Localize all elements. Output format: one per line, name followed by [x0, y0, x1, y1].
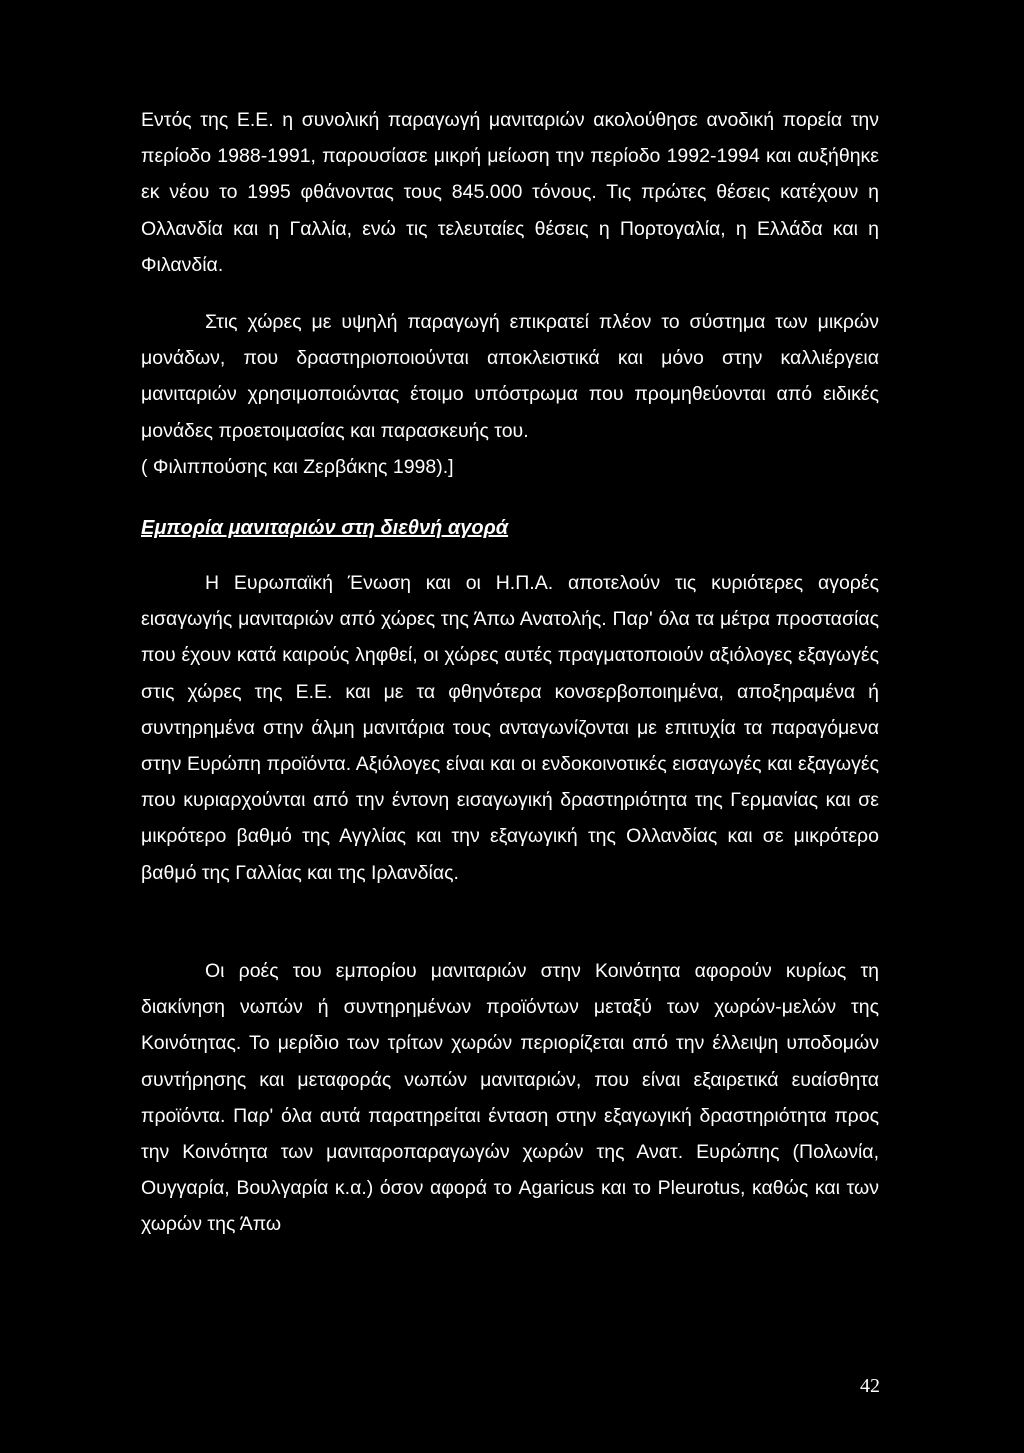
paragraph-small-units-text: Στις χώρες με υψηλή παραγωγή επικρατεί πλέον το σύστημα των μικρών μονάδων, που δραστηριοποιούνται αποκλειστικά και μόνο στην καλλιέργεια μανιταριών χρησιμοποιώντας έτοιμο υπόστρωμα που προμηθεύονται από ειδικές μονάδες προετοιμασίας και παρασκευής του.: [141, 311, 879, 442]
paragraph-production: Εντός της Ε.Ε. η συνολική παραγωγή μανιταριών ακολούθησε ανοδική πορεία την περίοδο 1988-1991, παρουσίασε μικρή μείωση την περίοδο 1992-1994 και αυξήθηκε εκ νέου το 1995 φθάνοντας τους 845.000 τόνους. Τις πρώτες θέσεις κατέχουν η Ολλανδία και η Γαλλία, ενώ τις τελευταίες θέσεις η Πορτογαλία, η Ελλάδα και η Φιλανδία.: [141, 109, 879, 276]
paragraph-imports: Η Ευρωπαϊκή Ένωση και οι Η.Π.Α. αποτελούν τις κυριότερες αγορές εισαγωγής μανιταριών από χώρες της Άπω Ανατολής. Παρ' όλα τα μέτρα προστασίας που έχουν κατά καιρούς ληφθεί, οι χώρες αυτές πραγματοποιούν αξιόλογες εξαγωγές στις χώρες της Ε.Ε. και με τα φθηνότερα κονσερβοποιημένα, αποξηραμένα ή συντηρημένα στην άλμη μανιτάρια τους ανταγωνίζονται με επιτυχία τα παραγόμενα στην Ευρώπη προϊόντα. Αξιόλογες είναι και οι ενδοκοινοτικές εισαγωγές και εξαγωγές που κυριαρχούνται από την έντονη εισαγωγική δραστηριότητα της Γερμανίας και σε μικρότερο βαθμό της Αγγλίας και την εξαγωγική της Ολλανδίας και σε μικρότερο βαθμό της Γαλλίας και της Ιρλανδίας.: [141, 572, 879, 884]
paragraph-small-units: [141, 304, 879, 485]
section-heading: Εμπορία μανιταριών στη διεθνή αγορά: [141, 517, 509, 539]
paragraph-trade-flows: Οι ροές του εμπορίου μανιταριών στην Κοινότητα αφορούν κυρίως τη διακίνηση νωπών ή συντηρημένων προϊόντων μεταξύ των χωρών-μελών της Κοινότητας. Το μερίδιο των τρίτων χωρών περιορίζεται από την έλλειψη υποδομών συντήρησης και μεταφοράς νωπών μανιταριών, που είναι εξαιρετικά ευαίσθητα προϊόντα. Παρ' όλα αυτά παρατηρείται ένταση στην εξαγωγική δραστηριότητα προς την Κοινότητα των μανιταροπαραγωγών χωρών της Ανατ. Ευρώπης (Πολωνία, Ουγγαρία, Βουλγαρία κ.α.) όσον αφορά το Agaricus και το Pleurotus, καθώς και των χωρών της Άπω: [141, 960, 879, 1236]
page-number: 42: [860, 1375, 880, 1397]
citation: ( Φιλιππούσης και Ζερβάκης 1998).]: [141, 455, 454, 478]
